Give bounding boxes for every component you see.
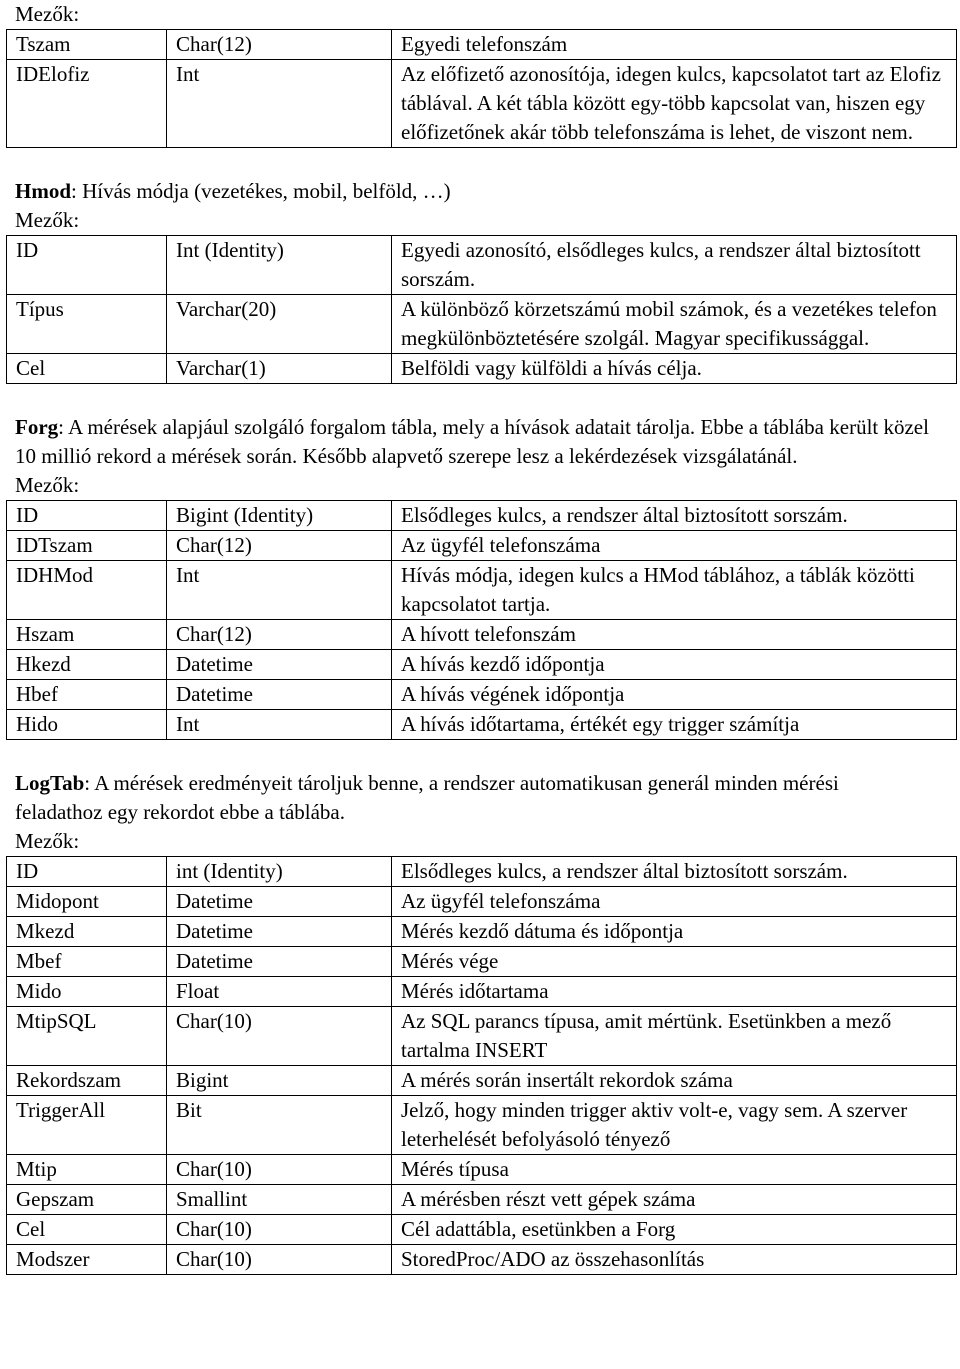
table-row	[7, 531, 957, 561]
field-description-cell: Hívás módja, idegen kulcs a HMod táblához, a táblák közötti kapcsolatot tartja.	[392, 561, 957, 620]
table-row	[7, 650, 957, 680]
field-description-cell: Az ügyfél telefonszáma	[392, 531, 957, 561]
table-row	[7, 857, 957, 887]
table-name: Forg	[15, 415, 59, 439]
field-name-cell: Cel	[7, 1215, 167, 1245]
table-description-text: : A mérések eredményeit tároljuk benne, a rendszer automatikusan generál minden mérési feladathoz egy rekordot ebbe a táblába.	[15, 771, 839, 824]
table-description-forg	[0, 413, 960, 471]
table-row	[7, 30, 957, 60]
field-name-cell: MtipSQL	[7, 1007, 167, 1066]
table-row	[7, 1007, 957, 1066]
field-description-cell: Mérés időtartama	[392, 977, 957, 1007]
field-name-cell: Mtip	[7, 1155, 167, 1185]
field-type-cell: Int	[167, 561, 392, 620]
fields-table-elofiz-tel	[6, 29, 957, 148]
table-description-hmod	[0, 177, 960, 206]
field-name-cell: Mbef	[7, 947, 167, 977]
table-row	[7, 680, 957, 710]
fields-label: Mezők:	[15, 2, 80, 26]
table-row	[7, 354, 957, 384]
section-spacer	[0, 148, 960, 177]
section-spacer	[0, 740, 960, 769]
table-description-logtab	[0, 769, 960, 827]
fields-label: Mezők:	[15, 829, 80, 853]
field-description-cell: Mérés típusa	[392, 1155, 957, 1185]
table-row	[7, 295, 957, 354]
field-description-cell: Egyedi telefonszám	[392, 30, 957, 60]
field-description-cell: Mérés vége	[392, 947, 957, 977]
field-description-cell: Az SQL parancs típusa, amit mértünk. Esetünkben a mező tartalma INSERT	[392, 1007, 957, 1066]
fields-table-hmod	[6, 235, 957, 384]
field-description-cell: StoredProc/ADO az összehasonlítás	[392, 1245, 957, 1275]
field-name-cell: IDTszam	[7, 531, 167, 561]
field-name-cell: Hszam	[7, 620, 167, 650]
field-name-cell: Típus	[7, 295, 167, 354]
field-type-cell: Datetime	[167, 887, 392, 917]
field-name-cell: Tszam	[7, 30, 167, 60]
table-row	[7, 1096, 957, 1155]
field-description-cell: Jelző, hogy minden trigger aktiv volt-e, vagy sem. A szerver leterhelését befolyásoló tényező	[392, 1096, 957, 1155]
table-row	[7, 1245, 957, 1275]
table-row	[7, 977, 957, 1007]
field-description-cell: A hívott telefonszám	[392, 620, 957, 650]
field-type-cell: Int	[167, 60, 392, 148]
fields-label: Mezők:	[15, 208, 80, 232]
field-name-cell: ID	[7, 501, 167, 531]
field-description-cell: A hívás végének időpontja	[392, 680, 957, 710]
field-type-cell: Char(12)	[167, 620, 392, 650]
table-row	[7, 1066, 957, 1096]
field-type-cell: Char(10)	[167, 1215, 392, 1245]
table-row	[7, 1215, 957, 1245]
table-row	[7, 561, 957, 620]
table-row	[7, 236, 957, 295]
field-type-cell: int (Identity)	[167, 857, 392, 887]
field-name-cell: ID	[7, 857, 167, 887]
table-row	[7, 620, 957, 650]
field-description-cell: A mérés során insertált rekordok száma	[392, 1066, 957, 1096]
field-name-cell: Gepszam	[7, 1185, 167, 1215]
field-name-cell: Rekordszam	[7, 1066, 167, 1096]
field-name-cell: ID	[7, 236, 167, 295]
field-description-cell: Az előfizető azonosítója, idegen kulcs, kapcsolatot tart az Elofiz táblával. A két tábla között egy-több kapcsolat van, hiszen egy előfizetőnek akár több telefonszáma is lehet, de viszont nem.	[392, 60, 957, 148]
section-spacer	[0, 384, 960, 413]
table-row	[7, 947, 957, 977]
field-name-cell: Mido	[7, 977, 167, 1007]
field-type-cell: Bigint	[167, 1066, 392, 1096]
field-type-cell: Char(10)	[167, 1155, 392, 1185]
field-name-cell: Hido	[7, 710, 167, 740]
field-description-cell: A mérésben részt vett gépek száma	[392, 1185, 957, 1215]
field-type-cell: Int	[167, 710, 392, 740]
field-description-cell: Elsődleges kulcs, a rendszer által biztosított sorszám.	[392, 857, 957, 887]
field-description-cell: Egyedi azonosító, elsődleges kulcs, a rendszer által biztosított sorszám.	[392, 236, 957, 295]
field-description-cell: Az ügyfél telefonszáma	[392, 887, 957, 917]
fields-label: Mezők:	[15, 473, 80, 497]
field-description-cell: A hívás kezdő időpontja	[392, 650, 957, 680]
table-row	[7, 917, 957, 947]
field-type-cell: Bit	[167, 1096, 392, 1155]
field-description-cell: Mérés kezdő dátuma és időpontja	[392, 917, 957, 947]
field-name-cell: Midopont	[7, 887, 167, 917]
table-row	[7, 887, 957, 917]
table-row	[7, 501, 957, 531]
field-type-cell: Datetime	[167, 650, 392, 680]
field-type-cell: Int (Identity)	[167, 236, 392, 295]
field-description-cell: A hívás időtartama, értékét egy trigger számítja	[392, 710, 957, 740]
field-description-cell: A különböző körzetszámú mobil számok, és a vezetékes telefon megkülönböztetésére szolgál. Magyar specifikussággal.	[392, 295, 957, 354]
field-type-cell: Varchar(1)	[167, 354, 392, 384]
field-name-cell: TriggerAll	[7, 1096, 167, 1155]
field-name-cell: Hbef	[7, 680, 167, 710]
table-row	[7, 60, 957, 148]
field-type-cell: Varchar(20)	[167, 295, 392, 354]
table-description-text: : Hívás módja (vezetékes, mobil, belföld, …)	[71, 179, 451, 203]
field-type-cell: Datetime	[167, 917, 392, 947]
table-row	[7, 1155, 957, 1185]
field-type-cell: Datetime	[167, 947, 392, 977]
field-type-cell: Char(12)	[167, 30, 392, 60]
field-name-cell: IDElofiz	[7, 60, 167, 148]
field-name-cell: Hkezd	[7, 650, 167, 680]
fields-table-logtab	[6, 856, 957, 1275]
fields-table-forg	[6, 500, 957, 740]
field-type-cell: Char(10)	[167, 1245, 392, 1275]
field-name-cell: Modszer	[7, 1245, 167, 1275]
table-row	[7, 710, 957, 740]
field-name-cell: Cel	[7, 354, 167, 384]
field-type-cell: Datetime	[167, 680, 392, 710]
field-type-cell: Char(12)	[167, 531, 392, 561]
table-name: Hmod	[15, 179, 72, 203]
table-row	[7, 1185, 957, 1215]
field-type-cell: Float	[167, 977, 392, 1007]
field-description-cell: Belföldi vagy külföldi a hívás célja.	[392, 354, 957, 384]
table-description-text: : A mérések alapjául szolgáló forgalom tábla, mely a hívások adatait tárolja. Ebbe a táblába került közel 10 millió rekord a mérések során. Később alapvető szerepe lesz a lekérdezések vizsgálatánál.	[15, 415, 929, 468]
field-type-cell: Smallint	[167, 1185, 392, 1215]
field-description-cell: Elsődleges kulcs, a rendszer által biztosított sorszám.	[392, 501, 957, 531]
field-name-cell: IDHMod	[7, 561, 167, 620]
field-type-cell: Bigint (Identity)	[167, 501, 392, 531]
field-name-cell: Mkezd	[7, 917, 167, 947]
field-description-cell: Cél adattábla, esetünkben a Forg	[392, 1215, 957, 1245]
field-type-cell: Char(10)	[167, 1007, 392, 1066]
table-name: LogTab	[15, 771, 85, 795]
